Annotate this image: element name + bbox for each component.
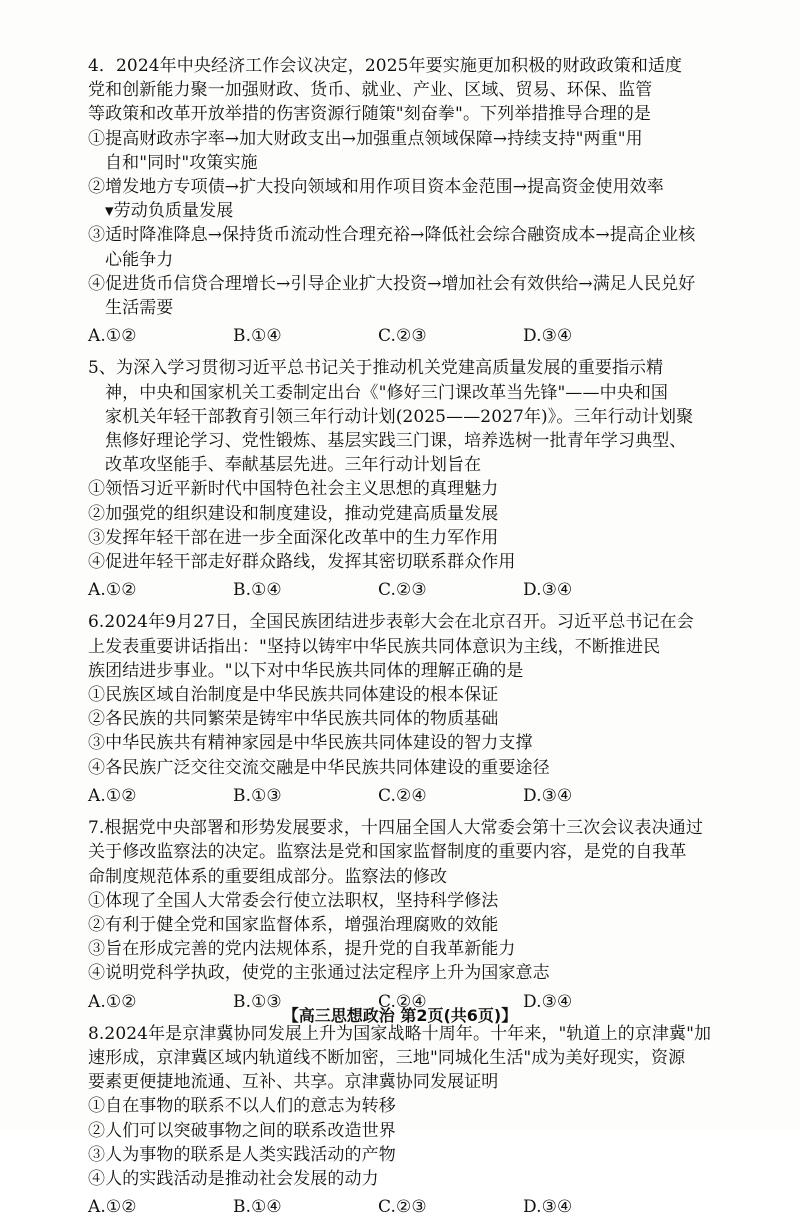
statement-option: ③人为事物的联系是人类实践活动的产物 (88, 1144, 396, 1165)
statement-option-continuation: 生活需要 (105, 298, 174, 319)
question-stem-line: 改革攻坚能手、奉献基层先进。三年行动计划旨在 (105, 455, 482, 476)
question-stem-line: 4．2024年中央经济工作会议决定，2025年要实施更加积极的财政政策和适度 (88, 56, 683, 76)
statement-option: ②增发地方专项债→扩大投向领域和用作项目资本金范围→提高资金使用效率 (88, 177, 664, 198)
answer-choice[interactable]: C.②③ (378, 326, 427, 347)
answer-choice[interactable]: A.①② (88, 580, 137, 601)
statement-option: ④人的实践活动是推动社会发展的动力 (88, 1168, 379, 1189)
question-stem-line: 家机关年轻干部教育引领三年行动计划(2025——2027年)》。三年行动计划聚 (105, 406, 694, 427)
statement-option-continuation: ▾劳动负质量发展 (105, 201, 234, 222)
answer-choice[interactable]: D.③④ (523, 785, 573, 806)
question-block (88, 54, 718, 348)
answer-choice[interactable]: C.②④ (378, 991, 427, 1012)
statement-option: ③旨在形成完善的党内法规体系，提升党的自我革新能力 (88, 939, 516, 960)
statement-option: ③发挥年轻干部在进一步全面深化改革中的生力军作用 (88, 527, 499, 548)
question-stem-line: 焦修好理论学习、党性锻炼、基层实践三门课，培养选树一批青年学习典型、 (105, 431, 687, 452)
question-block (88, 1022, 718, 1220)
statement-option: ①体现了全国人大常委会行使立法职权，坚持科学修法 (88, 890, 499, 911)
statement-option: ③中华民族共有精神家园是中华民族共同体建设的智力支撑 (88, 733, 533, 754)
answer-choice[interactable]: A.①② (88, 991, 137, 1012)
question-list (88, 54, 718, 1227)
statement-option: ②人们可以突破事物之间的联系改造世界 (88, 1120, 396, 1141)
answer-choices (88, 784, 718, 808)
question-block (88, 816, 718, 1014)
answer-choice[interactable]: B.①④ (233, 1197, 282, 1218)
answer-choices (88, 324, 718, 348)
statement-option: ④促进年轻干部走好群众路线，发挥其密切联系群众作用 (88, 552, 516, 573)
question-stem-line: 关于修改监察法的决定。监察法是党和国家监督制度的重要内容，是党的自我革 (88, 842, 687, 863)
answer-choice[interactable]: C.②④ (378, 785, 427, 806)
answer-choice[interactable]: D.③④ (523, 1197, 573, 1218)
question-stem-line: 神，中央和国家机关工委制定出台《"修好三门课改革当先锋"——中央和国 (105, 382, 669, 403)
question-block (88, 610, 718, 808)
answer-choice[interactable]: A.①② (88, 1197, 137, 1218)
statement-option: ①提高财政赤字率→加大财政支出→加强重点领域保障→持续支持"两重"用 (88, 128, 643, 149)
question-stem-line: 5、为深入学习贯彻习近平总书记关于推动机关党建高质量发展的重要指示精 (88, 358, 664, 379)
answer-choice[interactable]: B.①④ (233, 326, 282, 347)
answer-choices (88, 1195, 718, 1219)
statement-option: ④各民族广泛交往交流交融是中华民族共同体建设的重要途径 (88, 757, 550, 778)
answer-choice[interactable]: A.①② (88, 785, 137, 806)
answer-choice[interactable]: C.②③ (378, 1197, 427, 1218)
question-stem-line: 等政策和改革开放举措的伤害资源行随策"刻奋拳"。下列举措推导合理的是 (88, 104, 652, 125)
statement-option: ③适时降准降息→保持货币流动性合理充裕→降低社会综合融资成本→提高企业核 (88, 225, 696, 246)
page-footer: 【高三思想政治 第2页(共6页)】 (282, 1006, 518, 1025)
question-stem-line: 上发表重要讲话指出："坚持以铸牢中华民族共同体意识为主线，不断推进民 (88, 636, 661, 657)
question-stem-line: 党和创新能力聚一加强财政、货币、就业、产业、区域、贸易、环保、监管 (88, 80, 653, 101)
answer-choice[interactable]: C.②③ (378, 580, 427, 601)
statement-option: ②有利于健全党和国家监督体系，增强治理腐败的效能 (88, 914, 499, 935)
answer-choice[interactable]: D.③④ (523, 580, 573, 601)
answer-choice[interactable]: B.①③ (233, 991, 282, 1012)
question-stem-line: 8.2024年是京津冀协同发展上升为国家战略十周年。十年来，"轨道上的京津冀"加 (88, 1023, 712, 1044)
answer-choice[interactable]: D.③④ (523, 326, 573, 347)
statement-option: ①民族区域自治制度是中华民族共同体建设的根本保证 (88, 685, 499, 706)
statement-option: ④说明党科学执政，使党的主张通过法定程序上升为国家意志 (88, 963, 550, 984)
answer-choice[interactable]: B.①④ (233, 580, 282, 601)
statement-option: ②各民族的共同繁荣是铸牢中华民族共同体的物质基础 (88, 709, 499, 730)
question-stem-line: 要素更便捷地流通、互补、共享。京津冀协同发展证明 (88, 1072, 499, 1093)
question-stem-line: 速形成，京津冀区域内轨道线不断加密，三地"同城化生活"成为美好现实，资源 (88, 1047, 686, 1068)
question-stem-line: 6.2024年9月27日，全国民族团结进步表彰大会在北京召开。习近平总书记在会 (88, 612, 694, 633)
answer-choices (88, 578, 718, 602)
question-stem-line: 族团结进步事业。"以下对中华民族共同体的理解正确的是 (88, 660, 524, 681)
statement-option: ①自在事物的联系不以人们的意志为转移 (88, 1096, 396, 1117)
answer-choice[interactable]: A.①② (88, 326, 137, 347)
statement-option-continuation: 心能争力 (105, 249, 174, 270)
answer-choice[interactable]: D.③④ (523, 991, 573, 1012)
statement-option: ④促进货币信贷合理增长→引导企业扩大投资→增加社会有效供给→满足人民兑好 (88, 273, 696, 294)
answer-choice[interactable]: B.①③ (233, 785, 282, 806)
question-stem-line: 命制度规范体系的重要组成部分。监察法的修改 (88, 866, 448, 887)
statement-option: ①领悟习近平新时代中国特色社会主义思想的真理魅力 (88, 479, 499, 500)
question-block (88, 356, 718, 602)
question-stem-line: 7.根据党中央部署和形势发展要求，十四届全国人大常委会第十三次会议表决通过 (88, 818, 703, 839)
statement-option: ②加强党的组织建设和制度建设，推动党建高质量发展 (88, 503, 499, 524)
statement-option-continuation: 自和"同时"攻策实施 (105, 152, 258, 173)
